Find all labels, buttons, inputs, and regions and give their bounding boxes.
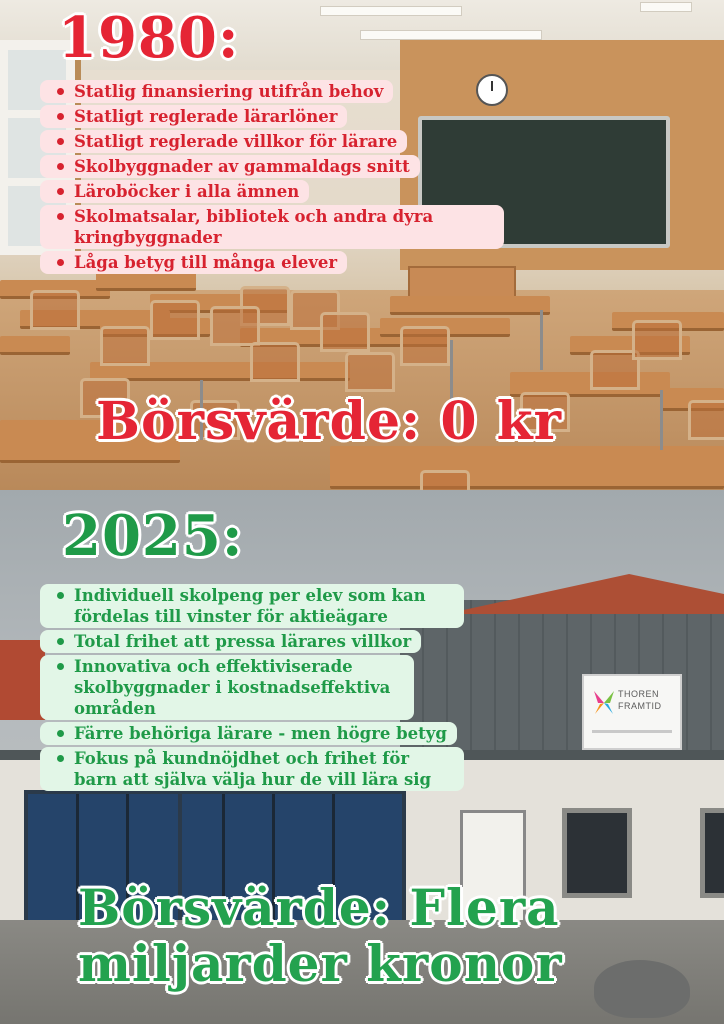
list-item: Skolmatsalar, bibliotek och andra dyra kringbyggnader [40,205,504,249]
ceiling-vent [640,2,692,12]
list-item: Individuell skolpeng per elev som kan fördelas till vinster för aktieägare [40,584,464,628]
neighbor-roof [0,640,45,720]
list-item: Fokus på kundnöjdhet och frihet för barn att själva välja hur de vill lära sig [40,747,464,791]
list-item: Skolbyggnader av gammaldags snitt [40,155,420,178]
school-chair [320,312,370,352]
list-item: Statlig finansiering utifrån behov [40,80,393,103]
market-value-2025-line-1: Börsvärde: Flera [78,878,560,937]
school-desk [390,296,550,315]
sign-text [618,688,662,712]
list-item: Låga betyg till många elever [40,251,347,274]
year-2025-heading: 2025: [62,503,244,569]
list-item: Total frihet att pressa lärares villkor [40,630,421,653]
school-desk [330,446,724,489]
school-chair [400,326,450,366]
list-item: Färre behöriga lärare - men högre betyg [40,722,457,745]
building-sign [582,674,682,750]
school-chair [688,400,724,440]
school-chair [30,290,80,330]
school-chair [345,352,395,392]
year-1980-heading: 1980: [58,5,240,71]
school-chair [150,300,200,340]
building-roof [445,574,724,614]
market-value-2025-line-2: miljarder kronor [78,934,563,993]
school-chair [420,470,470,490]
school-chair [632,320,682,360]
ceiling-light [320,6,462,16]
school-chair [100,326,150,366]
school-desk [0,336,70,355]
bullet-list-1980 [40,80,504,276]
sign-subline [592,730,672,733]
market-value-2025 [78,880,718,992]
desk-leg [540,310,543,370]
butterfly-logo-icon [592,688,616,718]
bullet-list-2025 [40,584,464,793]
school-chair [210,306,260,346]
list-item: Statligt reglerade villkor för lärare [40,130,407,153]
desk-leg [660,390,663,450]
school-chair [250,342,300,382]
sign-line-1: THOREN [618,689,659,699]
list-item: Statligt reglerade lärarlöner [40,105,347,128]
ceiling-light [360,30,542,40]
list-item: Innovativa och effektiviserade skolbyggnader i kostnadseffektiva områden [40,655,414,720]
list-item: Läroböcker i alla ämnen [40,180,309,203]
sign-line-2: FRAMTID [618,701,662,711]
market-value-1980: Börsvärde: 0 kr [96,391,563,452]
